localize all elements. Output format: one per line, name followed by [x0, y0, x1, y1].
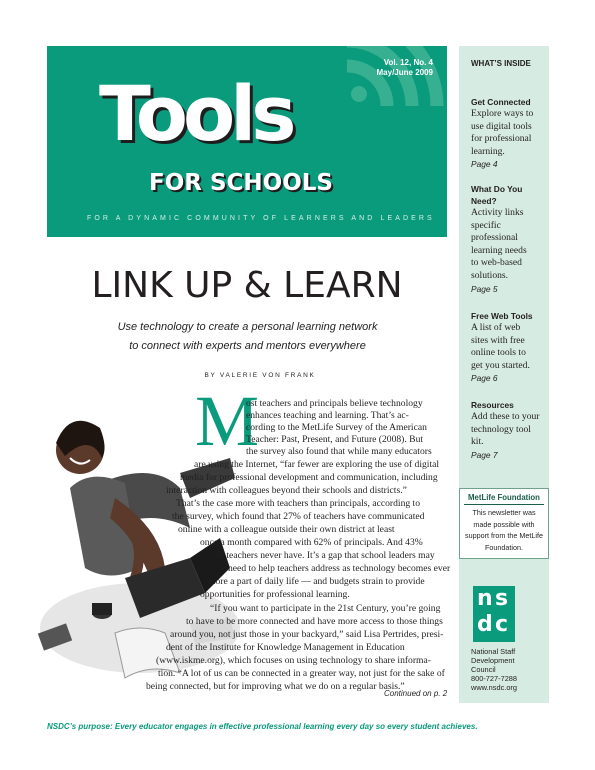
masthead-tagline: FOR A DYNAMIC COMMUNITY OF LEARNERS AND LEADERS	[87, 215, 435, 222]
logo-letter: s	[495, 586, 509, 611]
body-line: are using the Internet, “far fewer are exploring the use of digital	[194, 459, 440, 470]
sidebar-item-text: Activity links specific professional learning needs to web-based solutions.	[471, 207, 527, 281]
sidebar-item-page: Page 5	[471, 283, 498, 294]
sidebar-item-title: Resources	[471, 400, 514, 410]
org-phone: 800-727-7288	[471, 674, 518, 683]
sidebar-heading: WHAT’S INSIDE	[471, 59, 531, 68]
sidebar-item-get-connected	[471, 96, 543, 170]
sidebar-item-page: Page 4	[471, 159, 498, 170]
purpose-footer: NSDC’s purpose: Every educator engages in effective professional learning every day so every student achieves.	[47, 722, 478, 731]
logo-letter: c	[495, 612, 509, 637]
deck-line: to connect with experts and mentors everywhere	[129, 340, 366, 352]
sidebar-item-page: Page 6	[471, 373, 498, 384]
body-line: the survey also found that while many educators	[246, 446, 432, 457]
body-line: interaction with colleagues beyond their schools and districts.”	[166, 485, 407, 496]
org-name-line: Development	[471, 656, 515, 665]
masthead-banner	[47, 46, 447, 237]
org-name-line: Council	[471, 665, 496, 674]
drop-cap: M	[195, 381, 260, 461]
body-line: opportunities for professional learning.	[200, 589, 350, 600]
body-line: to have to be more connected and have more access to those things	[186, 616, 443, 627]
sidebar-item-page: Page 7	[471, 449, 498, 460]
body-line: being connected, but for improving what we do on a regular basis.”	[146, 681, 405, 692]
sidebar-item-what-do-you-need	[471, 183, 543, 295]
body-line: of teachers never have. It’s a gap that school leaders may	[216, 550, 435, 561]
sponsor-divider	[464, 504, 544, 505]
body-line: more a part of daily life — and budgets strain to provide	[208, 576, 425, 587]
article-deck	[80, 318, 415, 356]
body-line: tion. “A lot of us can be connected in a greater way, not just for the sake of	[158, 668, 445, 679]
body-line: That’s the case more with teachers than principals, according to	[176, 498, 421, 509]
body-line: media for professional development and communication, including	[180, 472, 438, 483]
issue-info	[377, 58, 433, 78]
body-line: enhances teaching and learning. That’s ac-	[246, 410, 409, 421]
newsletter-title: Tools	[99, 69, 292, 158]
sponsor-name: MetLife Foundation	[468, 493, 540, 502]
sponsor-text: This newsletter was made possible with support from the MetLife Foundation.	[465, 508, 543, 552]
org-name-line: National Staff	[471, 647, 516, 656]
body-line: once a month compared with 62% of principals. And 43%	[200, 537, 423, 548]
logo-letter: n	[477, 586, 493, 611]
sidebar-item-free-web-tools	[471, 310, 543, 384]
sidebar-item-title: Get Connected	[471, 97, 531, 107]
nsdc-logo	[473, 586, 515, 642]
body-line: dent of the Institute for Knowledge Management in Education	[166, 642, 405, 653]
sidebar-item-text: Explore ways to use digital tools for professional learning.	[471, 108, 534, 157]
body-line: Teacher: Past, Present, and Future (2008). But	[246, 434, 424, 445]
body-line: “If you want to participate in the 21st Century, you’re going	[210, 603, 441, 614]
body-line: (www.iskme.org), which focuses on using technology to share informa-	[156, 655, 431, 666]
deck-line: Use technology to create a personal learning network	[117, 321, 378, 333]
sidebar-item-resources	[471, 399, 543, 461]
body-line: online with a colleague outside their own district at least	[178, 524, 395, 535]
logo-letter: d	[477, 612, 493, 637]
sidebar-item-text: Add these to your technology tool kit.	[471, 411, 540, 448]
body-line: cording to the MetLife Survey of the American	[246, 422, 427, 433]
body-line: around you, not just those in your backyard,” said Lisa Pertrides, presi-	[170, 629, 444, 640]
sidebar-item-title: Free Web Tools	[471, 311, 533, 321]
issue-date: May/June 2009	[376, 68, 433, 77]
issue-volume: Vol. 12, No. 4	[383, 58, 433, 67]
org-website: www.nsdc.org	[471, 683, 518, 692]
article-byline: BY VALERIE VON FRANK	[204, 372, 316, 379]
sponsor-box	[459, 488, 549, 559]
continued-note: Continued on p. 2	[384, 689, 448, 698]
article-headline: LINK UP & LEARN	[91, 265, 403, 306]
newsletter-subtitle: FOR SCHOOLS	[149, 170, 333, 196]
sidebar-item-title: What Do You Need?	[471, 184, 523, 206]
sidebar-item-text: A list of web sites with free online tools to get you started.	[471, 322, 530, 371]
organization-info	[471, 647, 547, 692]
body-line: the survey, which found that 27% of teachers have communicated	[172, 511, 425, 522]
body-line: ost teachers and principals believe technology	[246, 398, 423, 409]
body-line: need to help teachers address as technology becomes ever	[228, 563, 451, 574]
